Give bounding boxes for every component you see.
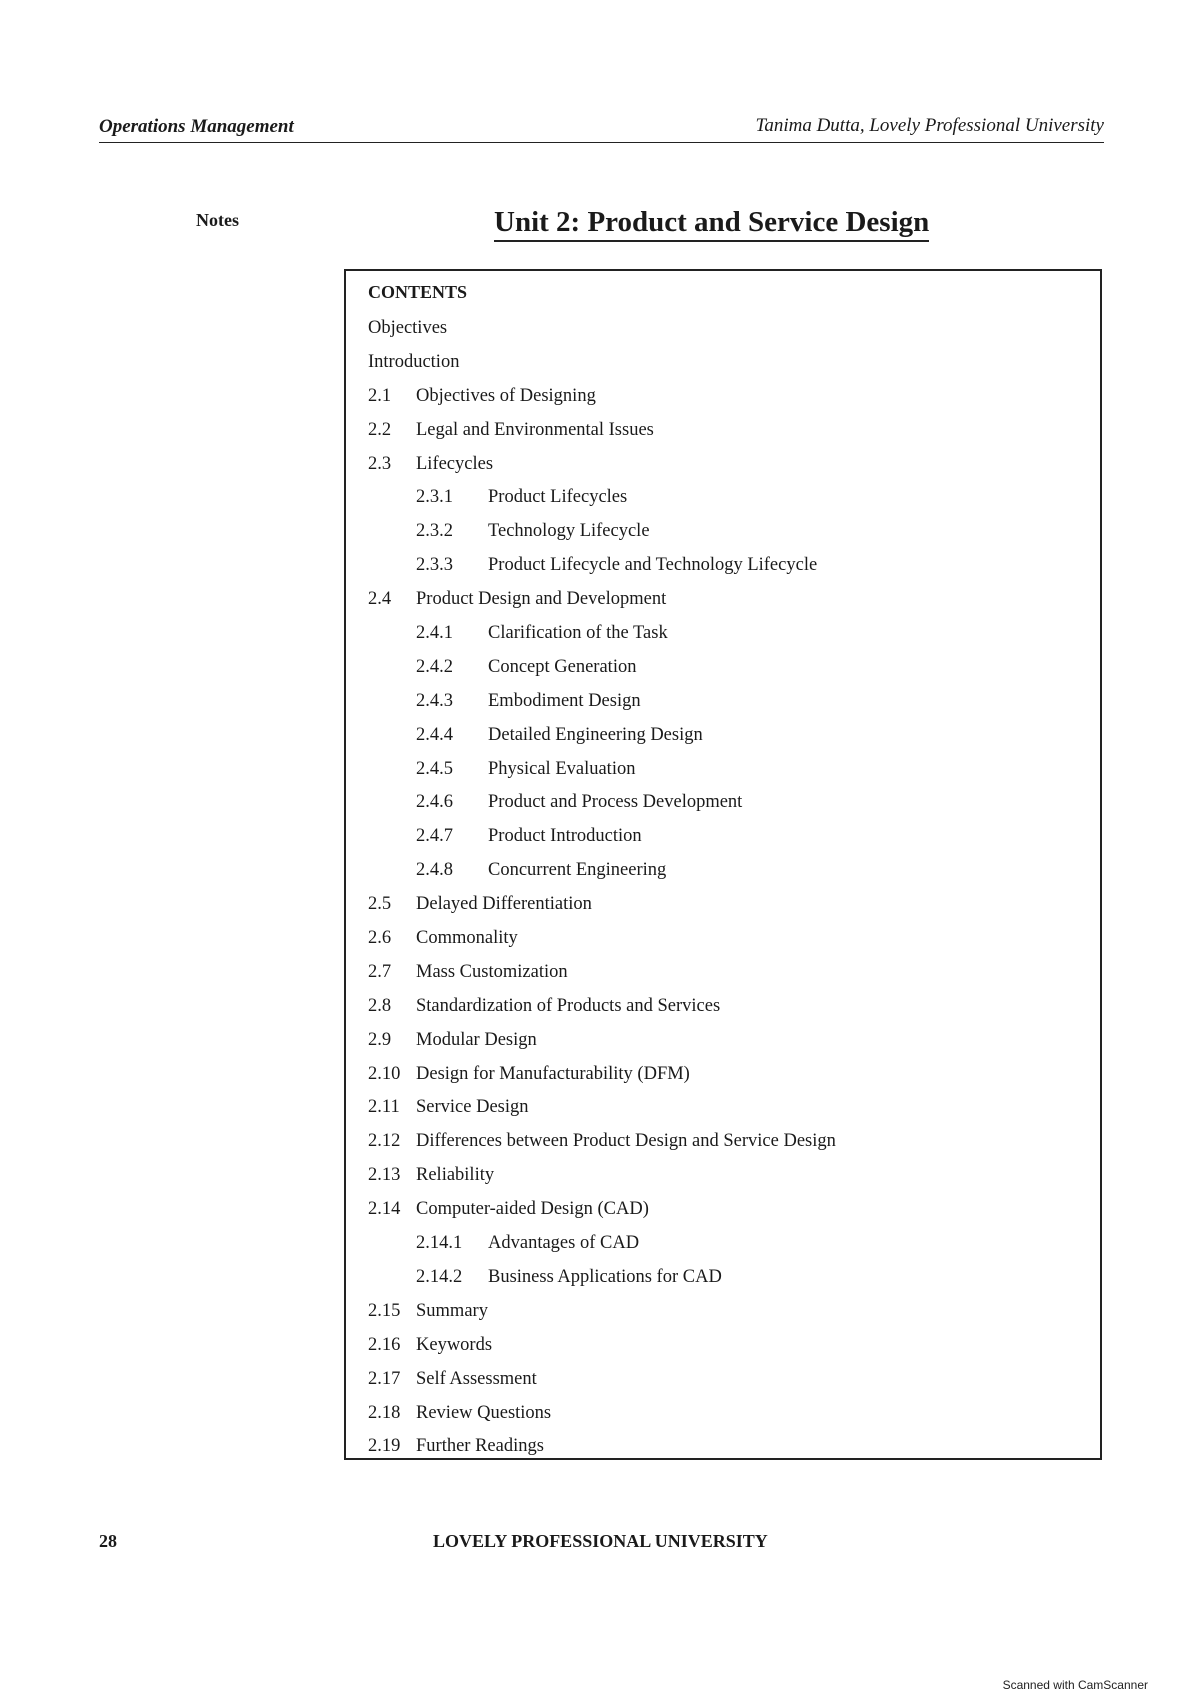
toc-entry-number: 2.4.3 [416, 690, 453, 711]
toc-entry [368, 587, 1090, 621]
toc-entry [368, 1197, 1090, 1231]
toc-entry-title: Concept Generation [488, 656, 637, 677]
toc-entry-title: Advantages of CAD [488, 1233, 640, 1254]
toc-entry-title: Product Design and Development [416, 589, 667, 610]
toc-entry-number: 2.3.3 [416, 555, 453, 576]
toc-entry-title: Commonality [416, 928, 518, 949]
toc-entry [368, 689, 1090, 723]
toc-entry [368, 621, 1090, 655]
toc-entry [368, 1333, 1090, 1367]
toc-entry-title: Detailed Engineering Design [488, 724, 703, 745]
contents-heading: CONTENTS [368, 282, 468, 302]
toc-entry-number: 2.11 [368, 1097, 400, 1118]
toc-entry-number: 2.4 [368, 589, 392, 610]
toc-entry-title: Standardization of Products and Services [416, 995, 721, 1016]
toc-entry-title: Computer-aided Design (CAD) [416, 1199, 649, 1220]
toc-entry-title: Business Applications for CAD [488, 1266, 722, 1287]
toc-entry-title: Review Questions [416, 1402, 552, 1423]
toc-entry-number: 2.8 [368, 995, 392, 1016]
toc-entry-number: 2.19 [368, 1436, 401, 1457]
toc-entry [368, 994, 1090, 1028]
toc-entry-title: Physical Evaluation [488, 758, 636, 779]
toc-entry-title: Summary [416, 1300, 488, 1321]
toc-entry [368, 790, 1090, 824]
toc-entry-title: Service Design [416, 1097, 529, 1118]
toc-entry [368, 1367, 1090, 1401]
toc-entry-title: Reliability [416, 1165, 495, 1186]
toc-entry-title: Objectives of Designing [416, 385, 596, 406]
page-header [99, 112, 1104, 143]
toc-entry-number: 2.9 [368, 1029, 392, 1050]
toc-entry [368, 1434, 1090, 1468]
toc-entry-title: Mass Customization [416, 961, 568, 982]
toc-entry-title: Delayed Differentiation [416, 894, 592, 915]
toc-entry [368, 926, 1090, 960]
toc-entry [368, 892, 1090, 926]
toc-entry [368, 1299, 1090, 1333]
page-number: 28 [99, 1531, 117, 1551]
toc-entry-number: 2.14 [368, 1199, 401, 1220]
toc-entry-title: Differences between Product Design and Service Design [416, 1131, 836, 1152]
toc-entry-number: 2.10 [368, 1063, 401, 1084]
scan-watermark: Scanned with CamScanner [1002, 1678, 1148, 1692]
toc-entry [368, 1062, 1090, 1096]
toc-entry [368, 418, 1090, 452]
toc-entry-title: Embodiment Design [488, 690, 641, 711]
toc-entry [368, 1401, 1090, 1435]
toc-entry-title: Design for Manufacturability (DFM) [416, 1063, 690, 1084]
toc-entry-number: 2.4.6 [416, 792, 453, 813]
toc-entry-number: 2.4.8 [416, 860, 453, 881]
contents-box [344, 269, 1102, 1460]
toc-entry-number: 2.4.5 [416, 758, 453, 779]
book-title: Operations Management [99, 116, 294, 137]
footer-university: LOVELY PROFESSIONAL UNIVERSITY [433, 1531, 768, 1551]
toc-entry-title: Self Assessment [416, 1368, 537, 1389]
toc-entry-title: Modular Design [416, 1029, 537, 1050]
toc-entry-number: 2.6 [368, 928, 392, 949]
toc-entry-number: 2.4.1 [416, 623, 453, 644]
toc-entry [368, 553, 1090, 587]
toc-entry [368, 1028, 1090, 1062]
toc-entry [368, 350, 1090, 384]
toc-entry [368, 1231, 1090, 1265]
toc-entry-title: Product Lifecycle and Technology Lifecycle [488, 555, 818, 576]
toc-entry-number: 2.5 [368, 894, 392, 915]
toc-entry-number: 2.3.1 [416, 487, 453, 508]
toc-entry-number: 2.16 [368, 1334, 401, 1355]
toc-entry-number: 2.15 [368, 1300, 401, 1321]
toc-entry-number: 2.4.2 [416, 656, 453, 677]
toc-entry-number: 2.7 [368, 961, 392, 982]
margin-notes-label: Notes [196, 210, 239, 230]
toc-entry [368, 384, 1090, 418]
toc-entry-number: 2.3.2 [416, 521, 453, 542]
toc-entry [368, 452, 1090, 486]
toc-entry-number: 2.1 [368, 385, 392, 406]
toc-entry [368, 960, 1090, 994]
toc-entry-number: 2.4.7 [416, 826, 453, 847]
toc-entry-title: Introduction [368, 351, 460, 372]
toc-entry-title: Concurrent Engineering [488, 860, 667, 881]
toc-entry-title: Technology Lifecycle [488, 521, 650, 542]
toc-entry [368, 316, 1090, 350]
toc-entry-number: 2.12 [368, 1131, 401, 1152]
toc-entry-number: 2.18 [368, 1402, 401, 1423]
toc-entry-title: Product Lifecycles [488, 487, 628, 508]
toc-entry-title: Product and Process Development [488, 792, 743, 813]
author-affiliation: Tanima Dutta, Lovely Professional University [755, 115, 1104, 136]
toc-entry-title: Product Introduction [488, 826, 642, 847]
toc-entry-number: 2.2 [368, 419, 392, 440]
toc-entry [368, 824, 1090, 858]
toc-entry-number: 2.17 [368, 1368, 401, 1389]
toc-entry [368, 519, 1090, 553]
toc-entry-number: 2.3 [368, 453, 392, 474]
toc-entry-number: 2.13 [368, 1165, 401, 1186]
toc-entry [368, 1163, 1090, 1197]
toc-entry-title: Lifecycles [416, 453, 494, 474]
table-of-contents [368, 316, 1090, 1468]
toc-entry-number: 2.4.4 [416, 724, 453, 745]
toc-entry-title: Legal and Environmental Issues [416, 419, 654, 440]
toc-entry [368, 655, 1090, 689]
toc-entry [368, 757, 1090, 791]
toc-entry [368, 1265, 1090, 1299]
toc-entry-number: 2.14.1 [416, 1233, 463, 1254]
toc-entry-title: Clarification of the Task [488, 623, 668, 644]
toc-entry-number: 2.14.2 [416, 1266, 463, 1287]
unit-title: Unit 2: Product and Service Design [494, 206, 929, 242]
toc-entry [368, 723, 1090, 757]
toc-entry [368, 1129, 1090, 1163]
toc-entry [368, 485, 1090, 519]
toc-entry-title: Further Readings [416, 1436, 544, 1457]
toc-entry-title: Keywords [416, 1334, 493, 1355]
toc-entry [368, 858, 1090, 892]
toc-entry [368, 1095, 1090, 1129]
toc-entry-title: Objectives [368, 318, 448, 338]
